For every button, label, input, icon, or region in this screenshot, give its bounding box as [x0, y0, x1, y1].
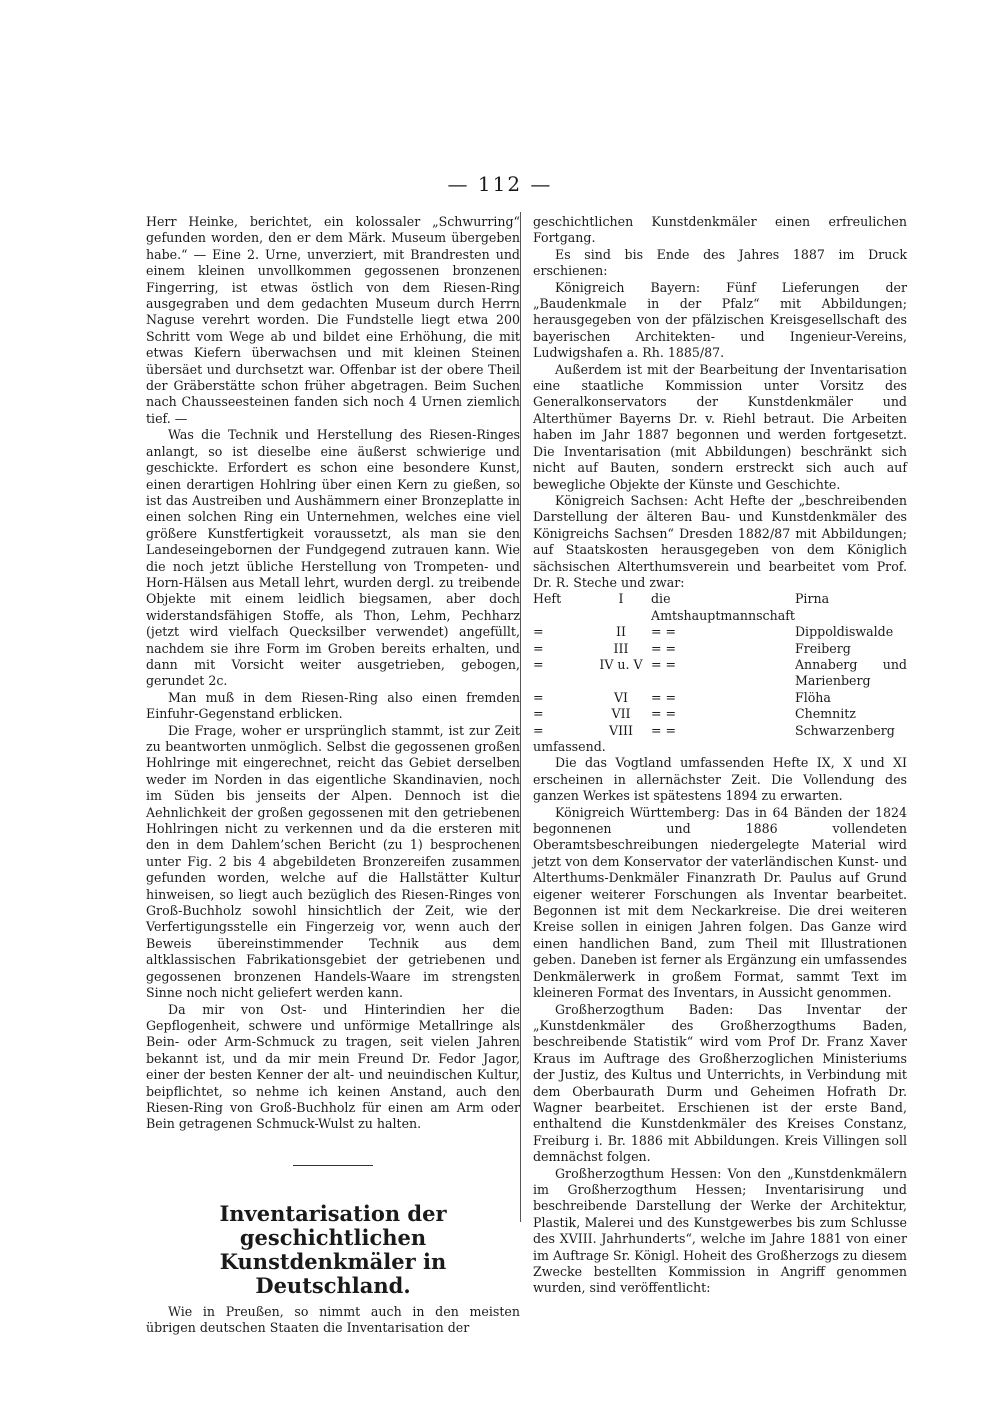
section-heading: Inventarisation der geschichtlichen Kunstdenkmäler in Deutschland.	[219, 1200, 447, 1298]
table-cell: =	[533, 640, 544, 656]
paragraph: Königreich Württemberg: Das in 64 Bänden der 1824 begonnenen und 1886 vollendeten Oberamtsbeschreibungen niedergelegte Material wird jetzt von dem Konservator der vaterländischen Kunst- und Alterthums-Denkmäler Finanzrath Dr. Paulus auf Grund eigener weiterer Forschungen als Inventar bearbeitet. Begonnen ist mit dem Neckarkreise. Die drei weiteren Kreise sollen in einigen Jahren folgen. Das Ganze wird einen handlichen Band, zum Theil mit Illustrationen geben. Daneben ist ferner als Ergänzung ein umfassendes Denkmälerwerk in großem Format, sammt Text im kleineren Format des Inventars, in Aussicht genommen.	[533, 804, 907, 1001]
table-cell: Heft	[533, 591, 562, 607]
paragraph: Königreich Sachsen: Acht Hefte der „beschreibenden Darstellung der älteren Bau- und Kunstdenkmäler des Königreichs Sachsen“ Dresden 1882/87 mit Abbildungen; auf Staatskosten herausgegeben von dem Königlich sächsischen Alterthumsverein und bearbeitet vom Prof. Dr. R. Steche und zwar:	[533, 492, 907, 590]
table-row	[533, 591, 907, 624]
paragraph: Was die Technik und Herstellung des Riesen-Ringes anlangt, so ist dieselbe eine äußerst schwierige und geschickte. Erfordert es schon eine besondere Kunst, einen derartigen Hohlring über einen Kern zu gießen, so ist das Austreiben und Aushämmern einer Bronzeplatte in einen solchen Ring ein Unternehmen, welches eine viel größere Kunstfertigkeit voraussetzt, als man sie den Landeseingebornen der Fundgegend zutrauen kann. Wie die noch jetzt übliche Herstellung von Trompeten- und Horn-Hälsen aus Metall lehrt, wurden dergl. zu treibende Objekte mit einem leidlich biegsamen, aber doch widerstandsfähigen Stoffe, als Thon, Lehm, Pechharz (jetzt wird vielfach Quecksilber verwendet) angefüllt, nachdem sie ihre Form im Groben bereits erhalten, und dann mit Vorsicht weiter ausgetrieben, gebogen, gerundet 2c.	[146, 427, 520, 689]
table-row	[533, 723, 907, 739]
section-divider	[293, 1165, 373, 1166]
table-cell: VIII	[608, 722, 634, 738]
table-cell: II	[616, 624, 626, 640]
table-row	[533, 624, 907, 640]
table-cell: III	[613, 640, 629, 656]
table-row	[533, 690, 907, 706]
paragraph: Da mir von Ost- und Hinterindien her die Gepflogenheit, schwere und unförmige Metallringe als Bein- oder Arm-Schmuck zu tragen, seit vielen Jahren bekannt ist, und da mir mein Freund Dr. Fedor Jagor, einer der besten Kenner der alt- und neuindischen Kultur, beipflichtet, so nehme ich keinen Anstand, auch den Riesen-Ring von Groß-Buchholz für einen am Arm oder Bein getragenen Schmuck-Wulst zu halten.	[146, 1001, 520, 1132]
table-cell: die Amtshauptmannschaft	[651, 591, 795, 623]
table-cell: =	[533, 624, 544, 640]
table-cell: = =	[651, 656, 677, 672]
paragraph: Herr Heinke, berichtet, ein kolossaler „Schwurring“ gefunden worden, den er dem Märk. Museum übergeben habe.“ — Eine 2. Urne, unverziert, mit Brandresten und einem kleinen unvollkommen gegossenen bronzenen Fingerring, ist etwas östlich von dem Riesen-Ring ausgegraben und dem gedachten Museum durch Herrn Naguse verehrt worden. Die Fundstelle liegt etwa 200 Schritt vom Wege ab und bildet eine Erhöhung, die mit etwas Kiefern überwachsen und mit kleinen Steinen übersäet und durchsetzt war. Offenbar ist der obere Theil der Gräberstätte schon früher abgetragen. Beim Suchen nach Chausseesteinen fanden sich noch 4 Urnen ziemlich tief. —	[146, 214, 520, 426]
table-row	[533, 657, 907, 690]
paragraph: geschichtlichen Kunstdenkmäler einen erfreulichen Fortgang.	[533, 214, 907, 246]
paragraph: Großherzogthum Hessen: Von den „Kunstdenkmälern im Großherzogthum Hessen; Inventarisirung und beschreibende Darstellung der Werke der Architektur, Plastik, Malerei und des Kunstgewerbes bis zum Schlusse des XVIII. Jahrhunderts“, welche im Jahre 1881 von einer im Auftrage Sr. Königl. Hoheit des Großherzogs zu diesem Zwecke bestellten Kommission in Angriff genommen wurden, sind veröffentlicht:	[533, 1165, 907, 1296]
right-column	[533, 214, 907, 1297]
paragraph: Außerdem ist mit der Bearbeitung der Inventarisation eine staatliche Kommission unter Vorsitz des Generalkonservators der Kunstdenkmäler und Alterthümer Bayerns Dr. v. Riehl betraut. Die Arbeiten haben im Jahr 1887 begonnen und werden fortgesetzt. Die Inventarisation (mit Abbildungen) beschränkt sich nicht auf Bauten, sondern erstreckt sich auch auf bewegliche Objekte der Künste und Geschichte.	[533, 361, 907, 492]
paragraph: Großherzogthum Baden: Das Inventar der „Kunstdenkmäler des Großherzogthums Baden, beschreibende Statistik“ wird vom Prof Dr. Franz Xaver Kraus im Auftrage des Großherzoglichen Ministeriums der Justiz, des Kultus und Unterrichts, in Verbindung mit dem Oberbaurath Durm und Geheimen Hofrath Dr. Wagner bearbeitet. Erschienen ist der erste Band, enthaltend die Kunstdenkmäler des Kreises Constanz, Freiburg i. Br. 1886 mit Abbildungen. Kreis Villingen soll demnächst folgen.	[533, 1001, 907, 1165]
table-cell: VII	[611, 706, 631, 722]
table-cell: =	[533, 706, 544, 722]
table-cell: = =	[651, 689, 677, 705]
paragraph: Die das Vogtland umfassenden Hefte IX, X und XI erscheinen in allernächster Zeit. Die Vollendung des ganzen Werkes ist spätestens 1894 zu erwarten.	[533, 755, 907, 804]
table-cell: =	[533, 722, 544, 738]
paragraph: umfassend.	[533, 739, 606, 754]
table-cell: VI	[613, 689, 629, 705]
table-cell: Flöha	[794, 689, 831, 705]
paragraph: Man muß in dem Riesen-Ring also einen fremden Einfuhr-Gegenstand erblicken.	[146, 689, 520, 722]
table-cell: I	[618, 591, 624, 607]
table-cell: IV u. V	[599, 656, 643, 672]
table-cell: Pirna	[794, 591, 830, 607]
table-cell: Freiberg	[794, 640, 851, 656]
table-cell: = =	[651, 624, 677, 640]
table-cell: Dippoldiswalde	[794, 624, 894, 640]
paragraph: Königreich Bayern: Fünf Lieferungen der „Baudenkmale in der Pfalz“ mit Abbildungen; herausgegeben von der pfälzischen Kreisgesellschaft des bayerischen Architekten- und Ingenieur-Vereins, Ludwigshafen a. Rh. 1885/87.	[533, 279, 907, 361]
paragraph: Es sind bis Ende des Jahres 1887 im Druck erschienen:	[533, 246, 907, 279]
paragraph: Wie in Preußen, so nimmt auch in den meisten übrigen deutschen Staaten die Inventarisation der	[146, 1303, 520, 1336]
hefte-table	[533, 591, 907, 739]
table-row	[533, 706, 907, 722]
table-cell: =	[533, 689, 544, 705]
left-column	[146, 214, 520, 1337]
table-row	[533, 641, 907, 657]
paragraph: Die Frage, woher er ursprünglich stammt, ist zur Zeit zu beantworten unmöglich. Selbst die gegossenen großen Hohlringe mit eingerechnet, reicht das Gebiet derselben weder im Norden in das eigentliche Skandinavien, noch im Süden bis jenseits der Alpen. Dennoch ist die Aehnlichkeit der großen gegossenen mit den getriebenen Hohlringen nicht zu verkennen und da die ersteren mit den in dem Dahlem’schen Bericht (zu 1) besprochenen unter Fig. 2 bis 4 abgebildeten Bronzereifen zusammen gefunden worden, welche auf die Hallstätter Kultur hinweisen, so liegt auch bezüglich des Riesen-Ringes von Groß-Buchholz sowohl hinsichtlich der Zeit, wie der Verfertigungsstelle ein Fingerzeig vor, wenn auch der Beweis übereinstimmender Technik aus dem altklassischen Fabrikationsgebiet der getriebenen und gegossenen bronzenen Handels-Waare im strengsten Sinne noch nicht geliefert werden kann.	[146, 722, 520, 1001]
table-cell: Chemnitz	[794, 706, 856, 722]
column-rule	[520, 212, 521, 1222]
table-cell: = =	[651, 640, 677, 656]
table-cell: = =	[651, 722, 677, 738]
page-number: — 112 —	[447, 172, 553, 196]
table-cell: =	[533, 656, 544, 672]
table-cell: Annaberg und Marienberg	[794, 656, 907, 689]
table-cell: Schwarzenberg	[794, 722, 895, 738]
table-cell: = =	[651, 706, 677, 722]
